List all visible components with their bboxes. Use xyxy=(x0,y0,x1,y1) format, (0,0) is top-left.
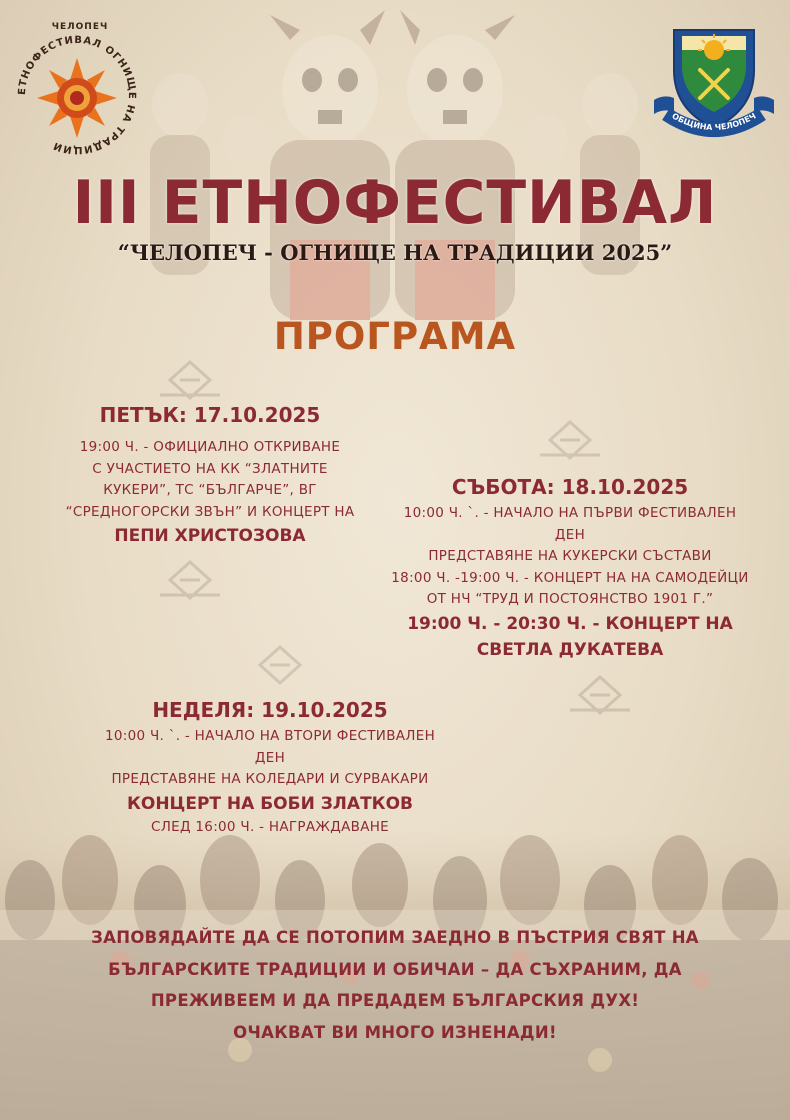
sunday-last-line: СЛЕД 16:00 Ч. - НАГРАЖДАВАНЕ xyxy=(150,818,390,835)
logo-top-text: ЧЕЛОПЕЧ xyxy=(51,22,109,32)
sunday-heading: НЕДЕЛЯ: 19.10.2025 xyxy=(152,698,388,722)
logo-ring-text: ЕТНОФЕСТИВАЛ ОГНИЩЕ НА ТРАДИЦИИ xyxy=(16,34,138,156)
friday-heading: ПЕТЪК: 17.10.2025 xyxy=(99,403,321,427)
friday-line: 19:00 Ч. - ОФИЦИАЛНО ОТКРИВАНЕ xyxy=(79,439,341,455)
saturday-line: ОТ НЧ “ТРУД И ПОСТОЯНСТВО 1901 Г.” xyxy=(426,591,714,607)
saturday-line: 18:00 Ч. -19:00 Ч. - КОНЦЕРТ НА НА САМОДЕЙЦИ xyxy=(391,569,749,586)
sun-ornament-icon xyxy=(12,30,142,160)
saturday-highlight: 19:00 Ч. - 20:30 Ч. - КОНЦЕРТ НА xyxy=(407,613,733,634)
coat-of-arms-ribbon-text: ОБЩИНА ЧЕЛОПЕЧ xyxy=(670,111,758,133)
sunday-section xyxy=(40,698,500,838)
closing-line: БЪЛГАРСКИТЕ ТРАДИЦИИ И ОБИЧАИ – ДА СЪХРАНИМ, ДА xyxy=(108,959,682,979)
friday-section xyxy=(20,403,400,549)
friday-line: С УЧАСТИЕТО НА КК “ЗЛАТНИТЕ xyxy=(92,460,328,477)
sunday-line: ДЕН xyxy=(254,749,286,766)
festival-logo xyxy=(12,30,142,160)
sunday-highlight: КОНЦЕРТ НА БОБИ ЗЛАТКОВ xyxy=(126,793,413,814)
closing-message xyxy=(0,922,790,1048)
saturday-line: 10:00 Ч. `. - НАЧАЛО НА ПЪРВИ ФЕСТИВАЛЕН xyxy=(403,505,737,521)
kuker-figures-icon xyxy=(150,10,640,320)
program-heading: ПРОГРАМА xyxy=(273,315,517,358)
friday-line: “СРЕДНОГОРСКИ ЗВЪН” И КОНЦЕРТ НА xyxy=(65,503,355,520)
festival-subtitle: “ЧЕЛОПЕЧ - ОГНИЩЕ НА ТРАДИЦИИ 2025” xyxy=(117,240,673,265)
friday-line: КУКЕРИ”, ТС “БЪЛГАРЧЕ”, ВГ xyxy=(103,482,317,498)
festival-title: III ЕТНОФЕСТИВАЛ xyxy=(72,168,718,238)
sunday-line: ПРЕДСТАВЯНЕ НА КОЛЕДАРИ И СУРВАКАРИ xyxy=(111,771,429,787)
saturday-highlight-performer: СВЕТЛА ДУКАТЕВА xyxy=(476,639,664,660)
saturday-line: ПРЕДСТАВЯНЕ НА КУКЕРСКИ СЪСТАВИ xyxy=(428,548,712,564)
municipality-coat-of-arms xyxy=(652,22,776,140)
closing-line: ПРЕЖИВЕЕМ И ДА ПРЕДАДЕМ БЪЛГАРСКИЯ ДУХ! xyxy=(150,991,640,1010)
saturday-section xyxy=(355,475,785,663)
closing-line: ОЧАКВАТ ВИ МНОГО ИЗНЕНАДИ! xyxy=(233,1022,557,1042)
saturday-line: ДЕН xyxy=(554,526,586,543)
sunday-line: 10:00 Ч. `. - НАЧАЛО НА ВТОРИ ФЕСТИВАЛЕН xyxy=(104,728,436,744)
closing-line: ЗАПОВЯДАЙТЕ ДА СЕ ПОТОПИМ ЗАЕДНО В ПЪСТРИЯ СВЯТ НА xyxy=(91,928,699,947)
coat-of-arms-icon xyxy=(652,22,776,140)
friday-highlight: ПЕПИ ХРИСТОЗОВА xyxy=(114,526,306,546)
saturday-heading: СЪБОТА: 18.10.2025 xyxy=(451,475,689,499)
